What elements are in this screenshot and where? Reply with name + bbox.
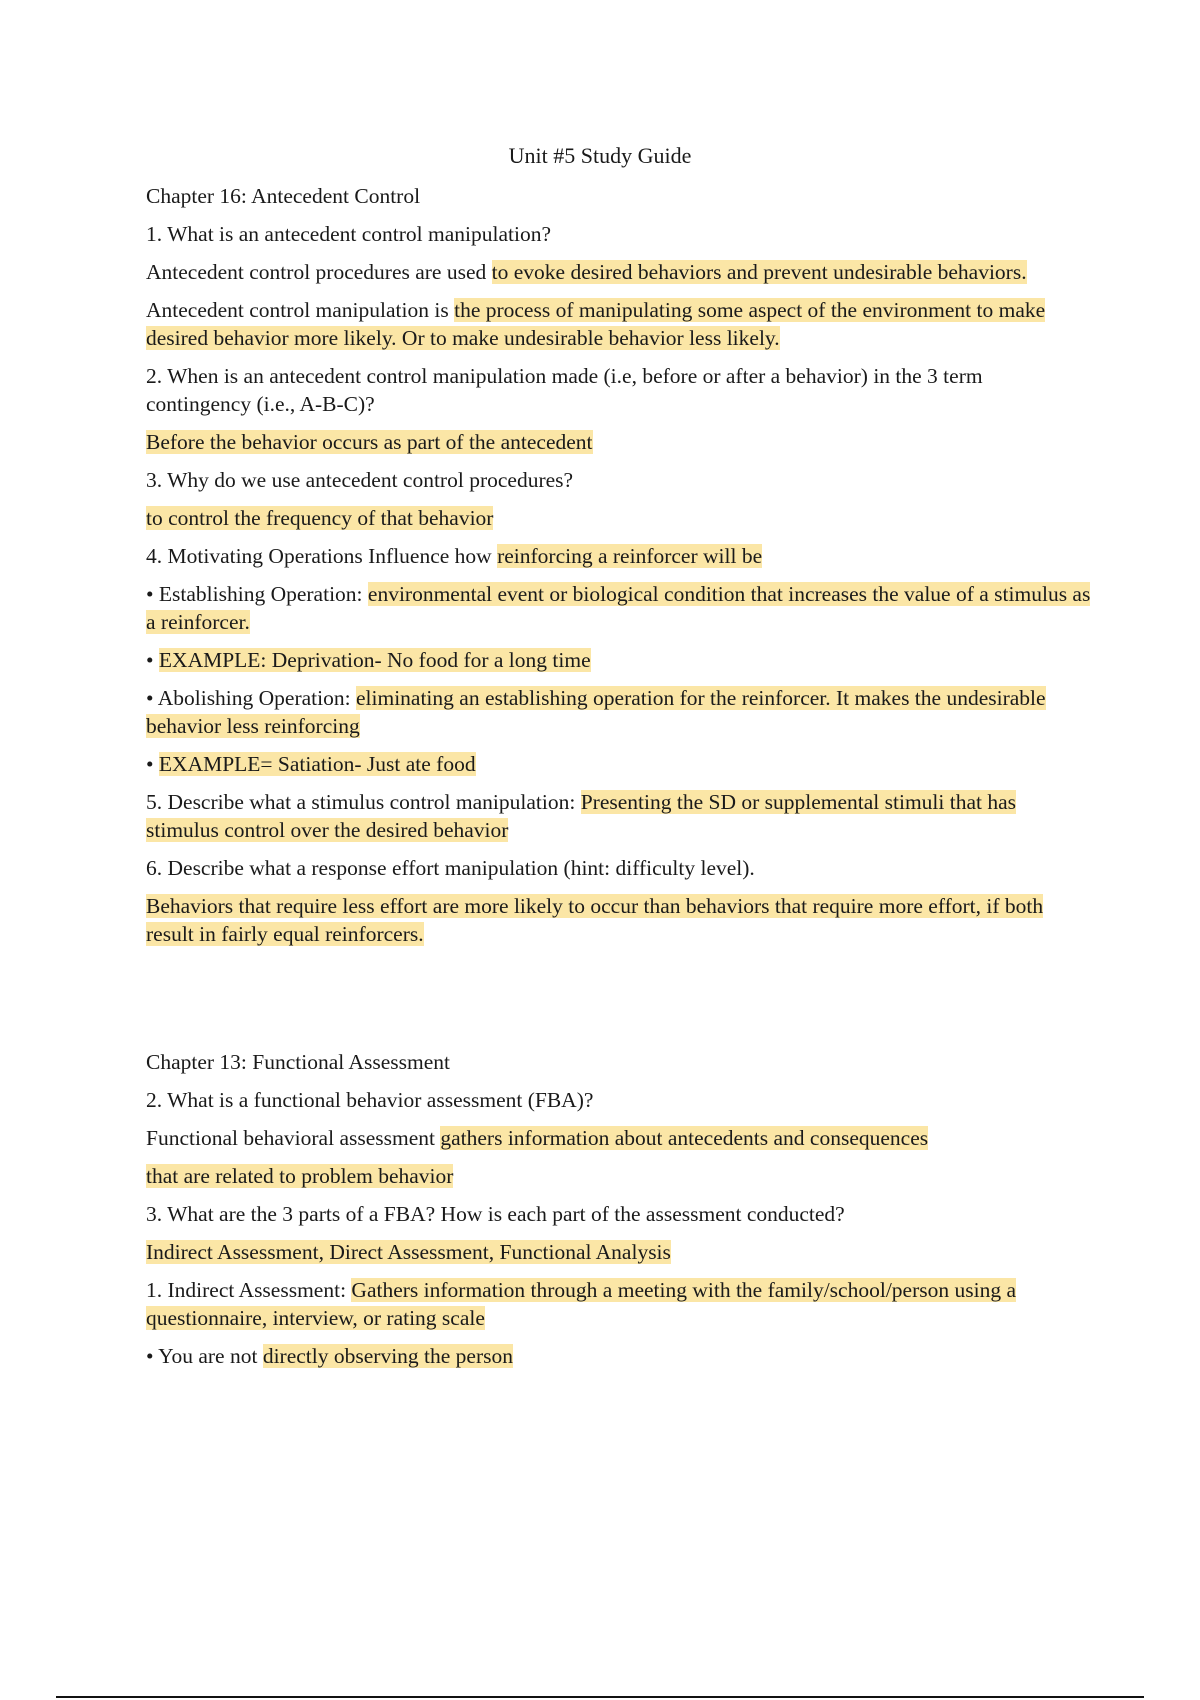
footer-divider: [56, 1696, 1144, 1698]
bullet-item: • You are not directly observing the person: [146, 1344, 513, 1368]
highlighted-text: Behaviors that require less effort are more likely to occur than behaviors that require more effort, if both result in fairly equal reinforcers.: [146, 894, 1044, 946]
document-title: Unit #5 Study Guide: [508, 143, 692, 168]
highlighted-text: gathers information about antecedents and consequences: [440, 1126, 929, 1150]
answer: Functional behavioral assessment gathers information about antecedents and consequences: [146, 1126, 929, 1150]
highlighted-text: reinforcing a reinforcer will be: [497, 544, 763, 568]
highlighted-text: to evoke desired behaviors and prevent undesirable behaviors.: [491, 260, 1027, 284]
highlighted-text: EXAMPLE: Deprivation- No food for a long time: [158, 648, 591, 672]
highlighted-text: Indirect Assessment, Direct Assessment, Functional Analysis: [146, 1240, 671, 1264]
answer: 1. Indirect Assessment: Gathers information through a meeting with the family/school/person using a questionnaire, interview, or rating scale: [146, 1278, 1016, 1330]
question: 2. What is a functional behavior assessment (FBA)?: [146, 1088, 594, 1112]
highlighted-text: Gathers information through a meeting with the family/school/person using a questionnaire, interview, or rating scale: [146, 1278, 1016, 1330]
answer: Antecedent control manipulation is the process of manipulating some aspect of the environment to make desired behavior more likely. Or to make undesirable behavior less likely.: [146, 298, 1046, 350]
question: 4. Motivating Operations Influence how reinforcing a reinforcer will be: [146, 544, 763, 568]
highlighted-text: to control the frequency of that behavior: [146, 506, 494, 530]
question: 5. Describe what a stimulus control manipulation: Presenting the SD or supplemental stimuli that has stimulus control over the desired behavior: [146, 790, 1017, 842]
highlighted-text: the process of manipulating some aspect of the environment to make desired behavior more likely. Or to make undesirable behavior less likely.: [146, 298, 1046, 350]
answer: [146, 504, 1091, 532]
bullet-item: • Establishing Operation: environmental event or biological condition that increases the value of a stimulus as a reinforcer.: [146, 582, 1091, 634]
answer: [146, 1162, 1091, 1190]
bullet-item: • Abolishing Operation: eliminating an establishing operation for the reinforcer. It makes the undesirable behavior less reinforcing: [146, 686, 1046, 738]
question: 6. Describe what a response effort manipulation (hint: difficulty level).: [146, 856, 755, 880]
section-heading: Chapter 13: Functional Assessment: [146, 1050, 450, 1074]
highlighted-text: eliminating an establishing operation for the reinforcer. It makes the undesirable behavior less reinforcing: [146, 686, 1046, 738]
question: 3. What are the 3 parts of a FBA? How is each part of the assessment conducted?: [146, 1202, 845, 1226]
section-heading: Chapter 16: Antecedent Control: [146, 184, 421, 208]
answer: [146, 892, 1091, 948]
section-spacer: [146, 958, 1091, 1048]
highlighted-text: environmental event or biological condition that increases the value of a stimulus as a reinforcer.: [146, 582, 1091, 634]
question: 3. Why do we use antecedent control procedures?: [146, 468, 574, 492]
answer: Antecedent control procedures are used to evoke desired behaviors and prevent undesirable behaviors.: [146, 260, 1027, 284]
highlighted-text: directly observing the person: [262, 1344, 513, 1368]
answer: [146, 1238, 1091, 1266]
bullet-item: • EXAMPLE= Satiation- Just ate food: [146, 752, 476, 776]
question: 1. What is an antecedent control manipulation?: [146, 222, 551, 246]
question: 2. When is an antecedent control manipulation made (i.e, before or after a behavior) in the 3 term contingency (i.e., A-B-C)?: [146, 364, 983, 416]
answer: [146, 428, 1091, 456]
document-body: [146, 182, 1091, 1380]
highlighted-text: that are related to problem behavior: [146, 1164, 454, 1188]
bullet-item: • EXAMPLE: Deprivation- No food for a long time: [146, 648, 591, 672]
highlighted-text: Presenting the SD or supplemental stimuli that has stimulus control over the desired behavior: [146, 790, 1017, 842]
highlighted-text: Before the behavior occurs as part of the antecedent: [146, 430, 593, 454]
highlighted-text: EXAMPLE= Satiation- Just ate food: [158, 752, 476, 776]
